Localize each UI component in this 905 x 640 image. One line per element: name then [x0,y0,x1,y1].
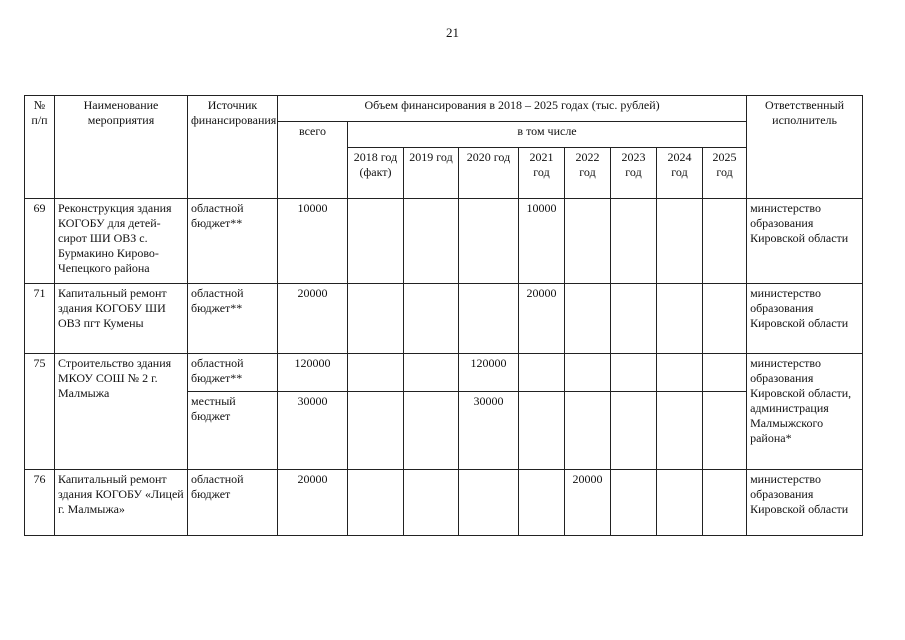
row-year-value [657,199,703,284]
row-total: 10000 [278,199,348,284]
row-year-value [565,199,611,284]
row-year-value [519,470,565,536]
row-year-value [703,470,747,536]
row-year-value [519,392,565,470]
row-name: Реконструкция здания КОГОБУ для детей-сирот ШИ ОВЗ с. Бурмакино Кирово-Чепецкого района [55,199,188,284]
row-responsible: министерство образования Кировской области [747,199,863,284]
row-responsible: министерство образования Кировской области, администрация Малмыжского района* [747,354,863,470]
row-year-value: 30000 [459,392,519,470]
row-year-value [611,470,657,536]
row-name: Строительство здания МКОУ СОШ № 2 г. Малмыжа [55,354,188,470]
header-year: 2024 год [657,148,703,199]
row-year-value [565,284,611,354]
row-source: областной бюджет [188,470,278,536]
financing-table [24,95,863,536]
row-source: областной бюджет** [188,199,278,284]
row-year-value [611,354,657,392]
row-total: 30000 [278,392,348,470]
row-name: Капитальный ремонт здания КОГОБУ «Лицей г. Малмыжа» [55,470,188,536]
row-year-value [611,392,657,470]
row-num: 75 [25,354,55,470]
table-row [25,354,863,392]
row-year-value [565,392,611,470]
header-num: № п/п [25,96,55,199]
header-source: Источник финансирования [188,96,278,199]
header-volume: Объем финансирования в 2018 – 2025 годах (тыс. рублей) [278,96,747,122]
row-year-value: 20000 [519,284,565,354]
row-name: Капитальный ремонт здания КОГОБУ ШИ ОВЗ пгт Кумены [55,284,188,354]
row-year-value [459,284,519,354]
row-year-value [703,392,747,470]
row-year-value [703,354,747,392]
table-row [25,284,863,354]
row-year-value [348,199,404,284]
header-year: 2021 год [519,148,565,199]
row-year-value: 20000 [565,470,611,536]
row-year-value [703,199,747,284]
row-year-value [565,354,611,392]
header-year: 2019 год [404,148,459,199]
row-year-value [657,470,703,536]
row-num: 76 [25,470,55,536]
header-total: всего [278,122,348,199]
header-year: 2022 год [565,148,611,199]
header-responsible: Ответственный исполнитель [747,96,863,199]
header-name: Наименование мероприятия [55,96,188,199]
row-year-value [404,392,459,470]
row-year-value [348,354,404,392]
row-year-value [459,470,519,536]
row-num: 69 [25,199,55,284]
row-responsible: министерство образования Кировской области [747,284,863,354]
row-num: 71 [25,284,55,354]
header-year: 2023 год [611,148,657,199]
header-year: 2025 год [703,148,747,199]
row-year-value [404,284,459,354]
header-year: 2018 год (факт) [348,148,404,199]
row-year-value [611,284,657,354]
row-year-value [657,392,703,470]
row-total: 120000 [278,354,348,392]
row-source: областной бюджет** [188,284,278,354]
page-number: 21 [446,25,459,40]
table-row [25,199,863,284]
row-year-value [348,392,404,470]
row-year-value: 120000 [459,354,519,392]
row-year-value [657,354,703,392]
row-year-value [348,284,404,354]
row-year-value [404,470,459,536]
row-year-value [519,354,565,392]
row-year-value [404,199,459,284]
row-year-value [611,199,657,284]
row-year-value [459,199,519,284]
row-year-value [348,470,404,536]
row-year-value: 10000 [519,199,565,284]
table-header [25,96,863,199]
header-year: 2020 год [459,148,519,199]
row-responsible: министерство образования Кировской области [747,470,863,536]
row-total: 20000 [278,470,348,536]
row-year-value [657,284,703,354]
row-total: 20000 [278,284,348,354]
table-row [25,470,863,536]
row-source: областной бюджет** [188,354,278,392]
header-including: в том числе [348,122,747,148]
row-source: местный бюджет [188,392,278,470]
row-year-value [703,284,747,354]
row-year-value [404,354,459,392]
